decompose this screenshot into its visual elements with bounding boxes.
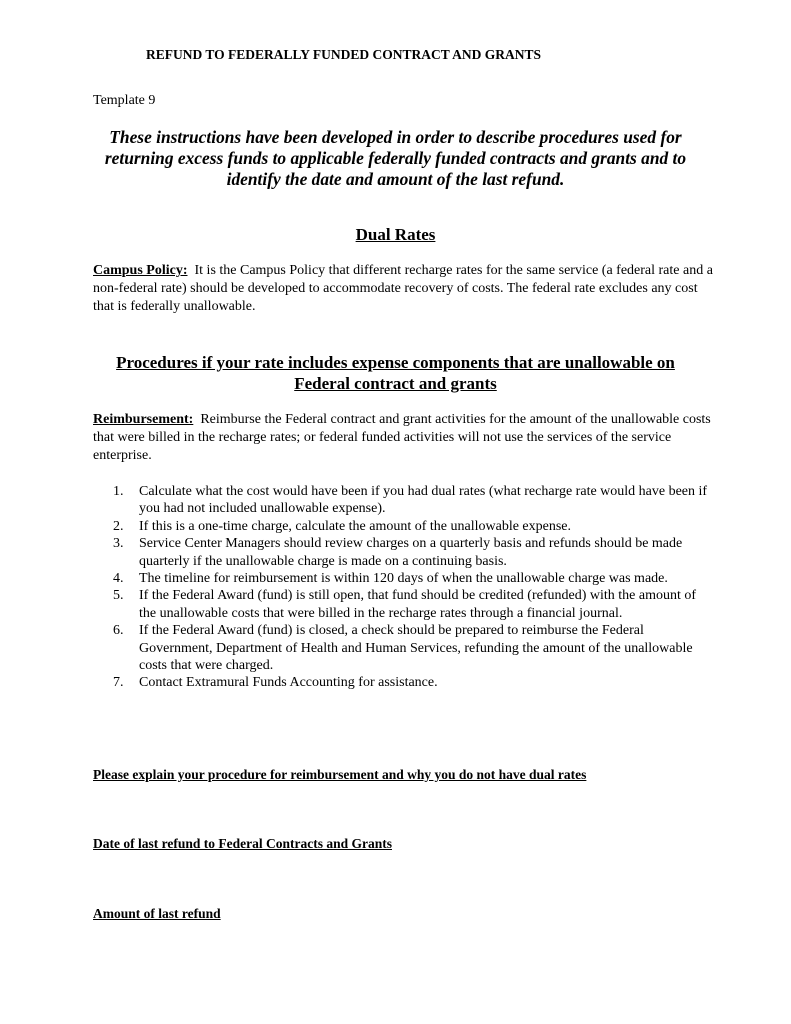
reimbursement-label: Reimbursement: — [93, 412, 194, 427]
step-number: 2. — [113, 518, 124, 534]
step-number: 7. — [113, 675, 124, 691]
step-text: Contact Extramural Funds Accounting for assistance. — [139, 675, 438, 691]
step-text: If this is a one-time charge, calculate the amount of the unallowable expense. — [139, 518, 572, 534]
procedure-steps-list — [93, 483, 708, 692]
explain-procedure-prompt: Please explain your procedure for reimbursement and why you do not have dual rates — [93, 767, 587, 782]
template-label: Template 9 — [93, 93, 156, 108]
step-number: 5. — [113, 588, 124, 604]
list-item — [93, 570, 708, 587]
list-item — [93, 587, 708, 622]
step-number: 4. — [113, 571, 124, 587]
step-text: The timeline for reimbursement is within 120 days of when the unallowable charge was made. — [139, 571, 668, 587]
step-number: 1. — [113, 484, 124, 499]
last-refund-date-prompt: Date of last refund to Federal Contracts and Grants — [93, 836, 392, 851]
campus-policy-paragraph — [93, 262, 713, 316]
last-refund-amount-prompt: Amount of last refund — [93, 906, 221, 921]
list-item — [93, 622, 708, 674]
reimbursement-text: Reimburse the Federal contract and grant activities for the amount of the unallowable costs that were billed in the recharge rates; or federal funded activities will not use the services of the service enterprise. — [93, 412, 711, 463]
reimbursement-paragraph — [93, 411, 713, 465]
campus-policy-text: It is the Campus Policy that different recharge rates for the same service (a federal rate and a non-federal rate) should be developed to accommodate recovery of costs. The federal rate excludes any cost that is federally unallowable. — [93, 263, 713, 314]
procedures-heading: Procedures if your rate includes expense components that are unallowable on Federal contract and grants — [116, 353, 675, 393]
list-item — [93, 483, 708, 518]
list-item — [93, 535, 708, 570]
list-item — [93, 674, 708, 691]
step-text: Service Center Managers should review charges on a quarterly basis and refunds should be made quarterly if the unallowable charge is made on a continuing basis. — [139, 536, 683, 569]
step-text: Calculate what the cost would have been if you had dual rates (what recharge rate would have been if you had not included unallowable expense). — [139, 484, 708, 517]
step-number: 6. — [113, 623, 124, 639]
intro-statement: These instructions have been developed in order to describe procedures used for returning excess funds to applicable federally funded contracts and grants and to identify the date and amount of the last refund. — [104, 127, 687, 189]
dual-rates-heading: Dual Rates — [355, 225, 436, 244]
step-text: If the Federal Award (fund) is closed, a check should be prepared to reimburse the Federal Government, Department of Health and Human Services, refunding the amount of the unallowable costs that were charged. — [139, 623, 693, 674]
campus-policy-label: Campus Policy: — [93, 263, 188, 278]
document-title: REFUND TO FEDERALLY FUNDED CONTRACT AND GRANTS — [146, 47, 542, 62]
step-text: If the Federal Award (fund) is still open, that fund should be credited (refunded) with the amount of the unallowable costs that were billed in the recharge rates through a financial journal. — [139, 588, 697, 621]
step-number: 3. — [113, 536, 124, 552]
list-item — [93, 518, 708, 535]
